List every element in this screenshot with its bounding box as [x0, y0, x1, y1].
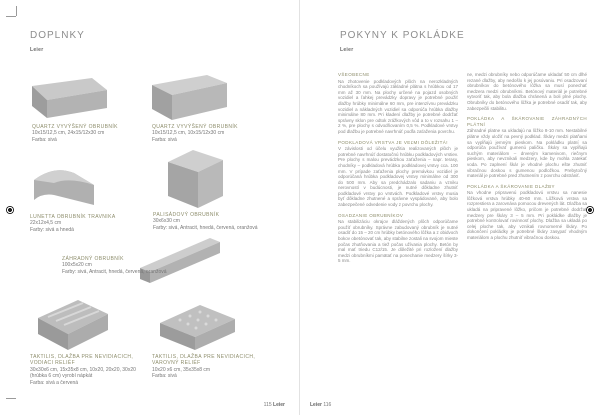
section-body: ne, medzi obrubníky nebo odporúčame ukladať 50 cm dlhé rezané dlažby, aby nedošlo k jej posúvaniu. Pri osadzovaní obrubníkov do betónového lôžka sa musí ponechať medzera medzi obrubníkmi. Betónový materiál je potrebné vytvoriť tak, aby bola dlažba chránená a boli plné plochy. Obrubníky do betónového lôžka je potrebné osadiť tak, aby zabezpečili stabilitu. [467, 72, 587, 111]
page-title: POKYNY K POKLÁDKE [340, 30, 465, 41]
product-caption [152, 124, 262, 143]
tactile-guide-paving-image [38, 300, 108, 350]
product-color: Farby: sivá, Antracit, hnedá, červená, oranžová [62, 268, 167, 275]
product-title: PALISÁDOVÝ OBRUBNÍK [153, 212, 220, 218]
product-caption [30, 354, 148, 386]
quartz-curb-image [152, 75, 227, 120]
section-body: Na vhodne pripravenú podkladovú vrstvu sa nanesie lôžková vrstva hrúbky 40-60 mm. Lôžková vrstva sa rozprestiera a zarovnáva pomocou drevených lát. Dlažba sa ukladá na pripravené lôžko, pričom je potrebné dodržať medzery pre škáry 3 – 5 mm. Pri pokládke dlažby je potrebné kontrolovať rovinnosť plochy. Dlažba sa ukladá po celej ploche tak, aby vznikali rovnomerné škáry. Po dokončení pokládky je potrebné škáry zasypať vhodným materiálom a plochu zhutniť vibračnou doskou. [467, 190, 587, 241]
section [338, 213, 458, 264]
product-spec: 10x15/12,5 cm, 10x15/12x30 cm [152, 130, 225, 137]
page-number: 115 Leier [263, 402, 285, 408]
section [467, 116, 587, 179]
registration-mark [586, 206, 594, 214]
product-spec: 100x5x20 cm [62, 262, 92, 269]
product-caption [62, 256, 172, 275]
brand-logo: Leier [340, 47, 354, 53]
product-caption [152, 354, 272, 380]
crop-mark [6, 398, 16, 409]
section-heading: PODKLADOVÁ VRSTVA JE VEĽMI DÔLEŽITÁ! [338, 139, 448, 145]
brand-logo: Leier [30, 47, 44, 53]
section-heading: OSADZANIE OBRUBNÍKOV [338, 212, 404, 218]
text-column-2 [467, 72, 587, 404]
product-spec: 30x30x6 cm, 15x35x8 cm, 10x20, 20x20, 30x20 (hrúbka 6 cm) vyrobí nápkát [30, 366, 136, 380]
product-caption [30, 214, 140, 233]
palisade-curb-image [168, 150, 223, 208]
product-color: Farba: sivá [32, 136, 57, 143]
registration-mark [6, 206, 14, 214]
section-body: V závislosti od účelu využitia realizovaných plôch je potrebné navrhnúť dostatočnú hrúbku podkladových vrstiev. Pre plochy s malou prevádzkou zaťaženia – napr. terasy, chodníky – podkladová hrúbka podkladovej vrstvy cca. 100 mm. V prípade zaťaženia plochy premávkou vozidiel je odporúčaná hrúbka podkladovej vrstvy minimálne od 300 do 500 mm. Aby sa predchádzalo sadaniu a vzniku nerovností v budúcnosti, je nutné dôkladne zhutniť podkladové vrstvy po vrstvách. Podkladové vrstvy musia byť dôkladne zhutnené a správne vyspádované, aby bolo zabezpečené odvedenie vody z povrchu plochy. [338, 146, 458, 208]
product-title: ZÁHRADNÝ OBRUBNÍK [62, 256, 124, 262]
section [467, 72, 587, 111]
product-color: Farba: sivá [152, 373, 177, 380]
section [467, 184, 587, 241]
crop-mark [6, 6, 16, 17]
product-color: Farby: sivá a hnedá [30, 226, 74, 233]
product-title: TAKTILIS, DLAŽBA PRE NEVIDIACICH, VODIACI RELIÉF [30, 354, 134, 367]
section-body: Záhradné platne sa ukladajú na lôžko 8-10 mm. Nestabilné plátne vždy uložiť na pevný podklad. Škáry medzi platňami sa vypĺňajú jemným pieskom. Na pokládku platní sa odporúča používať gumenú paličku. Škáry sa vypĺňajú suchým materiálom – drveným kamenivom, riečnym pieskom, aby nevznikali medzery, kde by mohla zatekať voda. Po zaplnení škár je vhodné plochu ešte zhutniť vibračnou doskou s gumenou podložkou. Prebytočný materiál je potrebné pred zhutnením z povrchu odstrániť. [467, 128, 587, 179]
product-spec: 22x12x4,5 cm [30, 220, 62, 227]
section-body: Na stabilizáciu okrajov dláždených plôch odporúčame použiť obrubníky. Správne zabudovaný obrubník je nutné osadiť do 15 – 20 cm hrúbky betónového lôžka a z obidvoch bokov obetónovať tak, aby stabilne zostali na svojom mieste počas zhutňovania a tiež počas užívania plochy. Betón by mal mať triedu C12/15. Je dôležité pri rozložení dlažby medzi obrubníkmi pamätať na ponechanie medzery šírky 3-5 mm. [338, 219, 458, 264]
footer-brand: Leier [310, 402, 322, 408]
lunetta-edging-image [34, 165, 94, 210]
product-spec: 30x6x30 cm [153, 218, 180, 225]
product-color: Farba: sivá [152, 136, 177, 143]
product-title: QUARTZ VYVÝŠENÝ OBRUBNÍK [32, 124, 118, 130]
product-title: LUNETTA OBRUBNÍK TRAVNIKA [30, 214, 116, 220]
quartz-curb-image [32, 78, 107, 118]
section-body: Na zhotovenie podkladových plôch na nerozkladných chodníkoch sa používajú základné plátna s hrúbkou od 17 mm až 30 mm. Na plochy určené na pojazd osobných vozidiel a ľahkej prevádzky dopravy je potrebné použiť dlažby hrúbky minimálne 60 mm, pre intenzívnu prevádzku vozidiel a nákladných vozidiel sa odporúča hrúbka dlažby minimálne 80 mm. Pri kladení dlažby je potrebné dodržať správny sklon pre odtok zrážkových vôd a to v rozsahu 1 – 2 %, pre plochy s odvodňovaním 0,5 %. Podkladové vrstvy pod dlažbu je potrebné navrhnúť podľa zaťaženia povrchu. [338, 78, 458, 134]
product-title: QUARTZ VYVÝŠENÝ OBRUBNÍK [152, 124, 238, 130]
section-heading: VŠEOBECNE [338, 72, 370, 77]
product-title: TAKTILIS, DLAŽBA PRE NEVIDIACICH, VAROVNÝ RELIÉF [152, 354, 256, 367]
text-column-1 [338, 72, 458, 404]
section-heading: POKLÁDKA A ŠKÁROVANIE DLAŽBY [467, 183, 555, 189]
product-caption [153, 212, 263, 231]
tactile-warning-paving-image [160, 305, 235, 350]
product-spec: 10x15/12,5 cm, 24x15/12x30 cm [32, 130, 105, 137]
product-color: Farby: sivá, Antracit, hnedá, červená, oranžová [153, 224, 258, 231]
product-caption [32, 124, 142, 143]
section [338, 72, 458, 135]
section-heading: POKLÁDKA A ŠKÁROVANIE ZÁHRADNÝCH PLÁTNÍ [467, 116, 587, 127]
page-title: DOPLNKY [30, 30, 85, 41]
product-spec: 10x20 x6 cm, 35x35x8 cm [152, 366, 211, 373]
section [338, 140, 458, 208]
product-color: Farba: sivá a červená [30, 379, 79, 386]
footer-brand: Leier [273, 402, 285, 408]
page-number: Leier 116 [310, 402, 332, 408]
right-page [300, 0, 600, 415]
